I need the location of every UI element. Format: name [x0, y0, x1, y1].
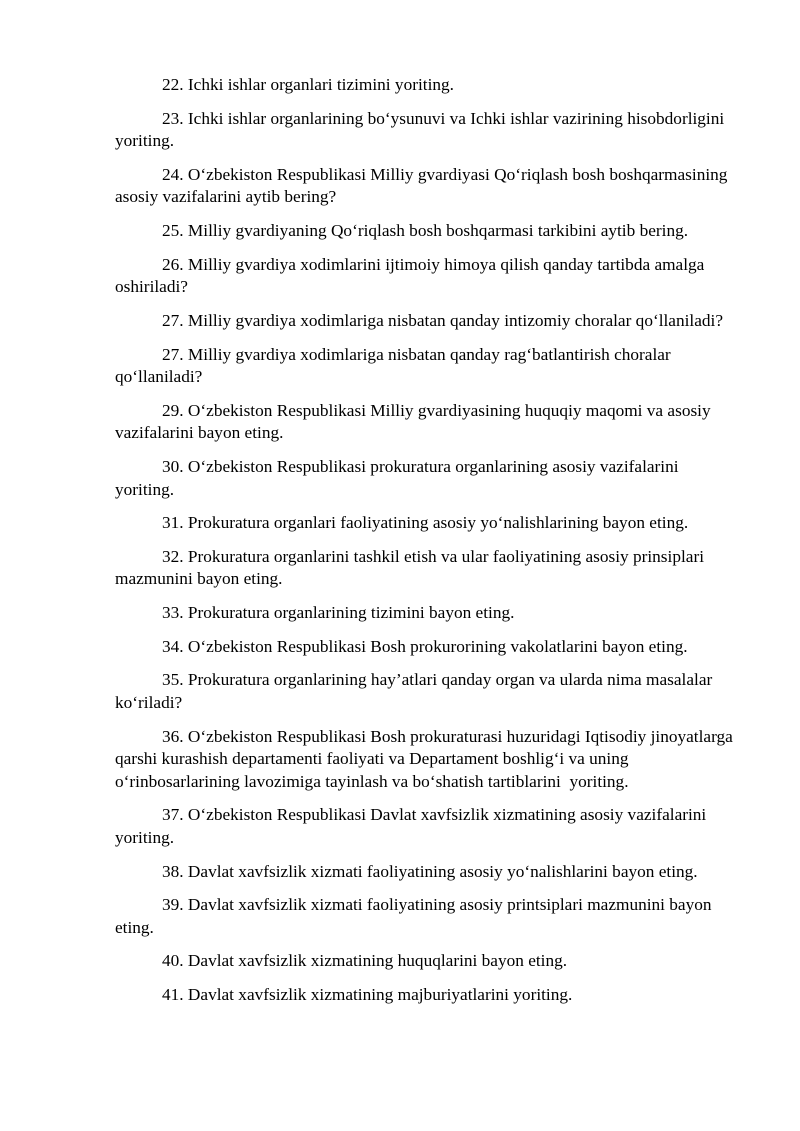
- question-item: 37. O‘zbekiston Respublikasi Davlat xavfsizlik xizmatining asosiy vazifalarini yoriting.: [115, 805, 711, 847]
- question-item: 25. Milliy gvardiyaning Qo‘riqlash bosh boshqarmasi tarkibini aytib bering.: [162, 221, 689, 241]
- question-item: 35. Prokuratura organlarining hay’atlari qanday organ va ularda nima masalalar ko‘riladi?: [115, 670, 717, 712]
- question-item: 41. Davlat xavfsizlik xizmatining majburiyatlarini yoriting.: [162, 985, 573, 1005]
- question-item: 36. O‘zbekiston Respublikasi Bosh prokuraturasi huzuridagi Iqtisodiy jinoyatlarga qarshi kurashish departamenti faoliyati va Departament boshlig‘i va uning o‘rinbosarlarining lavozimiga tayinlash va bo‘shatish tartiblarini yoriting.: [115, 726, 738, 791]
- question-item: 26. Milliy gvardiya xodimlarini ijtimoiy himoya qilish qanday tartibda amalga oshiriladi?: [115, 254, 709, 297]
- question-item: 40. Davlat xavfsizlik xizmatining huquqlarini bayon eting.: [162, 951, 568, 971]
- question-item: 38. Davlat xavfsizlik xizmati faoliyatining asosiy yo‘nalishlarini bayon eting.: [162, 861, 698, 881]
- question-item: 39. Davlat xavfsizlik xizmati faoliyatining asosiy printsiplari mazmunini bayon eting.: [115, 895, 716, 937]
- question-item: 31. Prokuratura organlari faoliyatining asosiy yo‘nalishlarining bayon eting.: [162, 513, 689, 533]
- question-list: [115, 74, 740, 1018]
- question-item: 32. Prokuratura organlarini tashkil etish va ular faoliyatining asosiy prinsiplari mazmunini bayon eting.: [115, 546, 709, 589]
- question-item: 24. O‘zbekiston Respublikasi Milliy gvardiyasi Qo‘riqlash bosh boshqarmasining asosiy vazifalarini aytib bering?: [115, 164, 732, 207]
- question-item: 34. O‘zbekiston Respublikasi Bosh prokurorining vakolatlarini bayon eting.: [162, 636, 688, 656]
- question-item: 27. Milliy gvardiya xodimlariga nisbatan qanday rag‘batlantirish choralar qo‘llaniladi?: [115, 344, 676, 387]
- question-item: 30. O‘zbekiston Respublikasi prokuratura organlarining asosiy vazifalarini yoriting.: [115, 457, 683, 499]
- question-item: 27. Milliy gvardiya xodimlariga nisbatan qanday intizomiy choralar qo‘llaniladi?: [162, 310, 724, 330]
- question-item: 23. Ichki ishlar organlarining bo‘ysunuvi va Ichki ishlar vazirining hisobdorligini yoriting.: [115, 108, 729, 151]
- question-item: 33. Prokuratura organlarining tizimini bayon eting.: [162, 603, 515, 623]
- question-item: 29. O‘zbekiston Respublikasi Milliy gvardiyasining huquqiy maqomi va asosiy vazifalarini bayon eting.: [115, 400, 715, 443]
- question-item: 22. Ichki ishlar organlari tizimini yoriting.: [162, 75, 454, 94]
